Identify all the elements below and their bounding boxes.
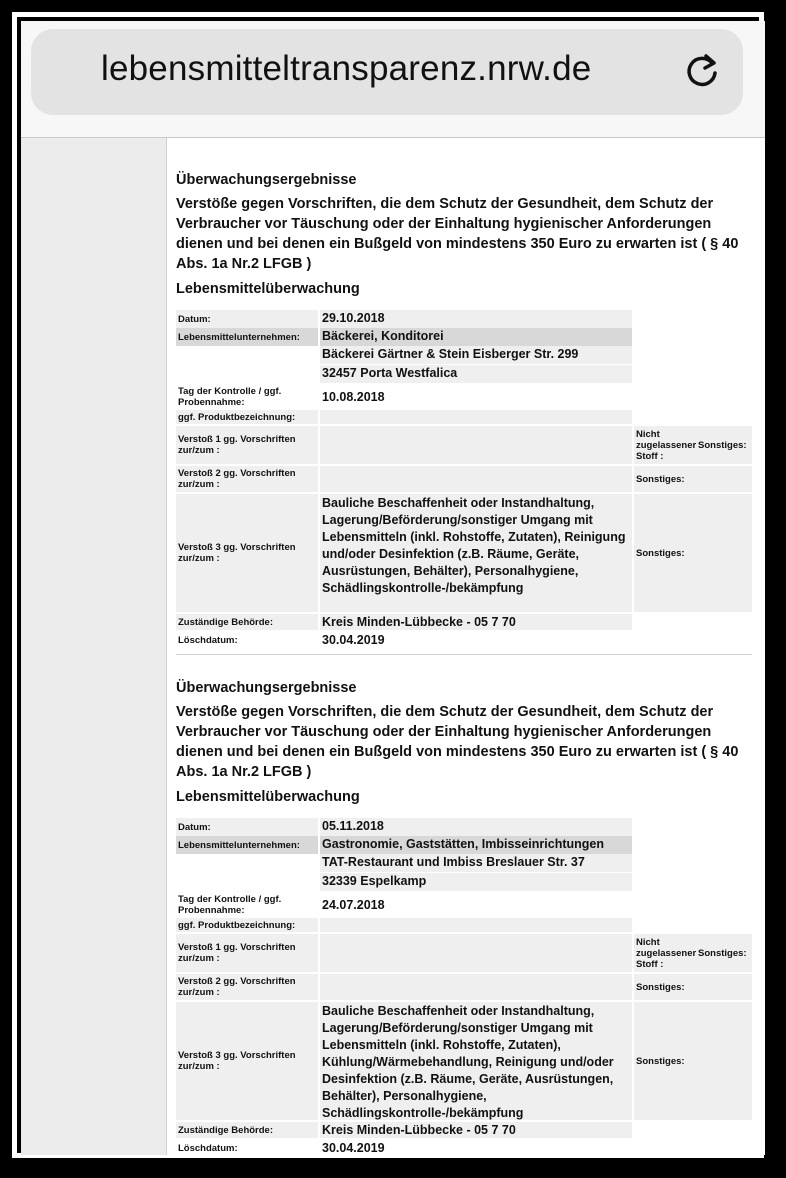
- sonstiges-label: Sonstiges:: [698, 426, 752, 464]
- table-row: [176, 328, 752, 346]
- unternehmen-city: 32457 Porta Westfalica: [320, 365, 632, 383]
- verstoss-3-value: Bauliche Beschaffenheit oder Instandhaltung, Lagerung/Beförderung/sonstiger Umgang mit Lebensmitteln (inkl. Rohstoffe, Zutaten), Kühlung/Wärmebehandlung, Reinigung und/oder Desinfektion (z.B. Räume, Geräte, Ausrüstungen, Behälter), Personalhygiene, Schädlingskontrolle-/bekämpfung: [320, 1002, 632, 1120]
- table-row: [176, 836, 752, 854]
- unternehmen-type: Gastronomie, Gaststätten, Imbisseinrichtungen: [320, 836, 632, 854]
- table-row: [176, 854, 752, 872]
- browser-toolbar: [21, 21, 765, 138]
- browser-screen: [21, 21, 765, 1155]
- kontrolle-label: Tag der Kontrolle / ggf. Probennahme:: [176, 892, 318, 918]
- table-row: [176, 1140, 752, 1155]
- table-row: [176, 426, 752, 464]
- address-bar[interactable]: [31, 29, 743, 115]
- table-row: [176, 1122, 752, 1138]
- verstoss-2-label: Verstoß 2 gg. Vorschriften zur/zum :: [176, 974, 318, 1000]
- datum-label: Datum:: [176, 310, 318, 328]
- loesch-value: 30.04.2019: [320, 1140, 632, 1155]
- unternehmen-address: Bäckerei Gärtner & Stein Eisberger Str. 299: [320, 346, 632, 364]
- table-row: [176, 494, 752, 612]
- record-divider: [176, 654, 752, 655]
- verstoss-1-value: [320, 426, 632, 464]
- loesch-label: Löschdatum:: [176, 1140, 318, 1155]
- verstoss-2-label: Verstoß 2 gg. Vorschriften zur/zum :: [176, 466, 318, 492]
- verstoss-3-label: Verstoß 3 gg. Vorschriften zur/zum :: [176, 1002, 318, 1120]
- verstoss-1-value: [320, 934, 632, 972]
- datum-value: 29.10.2018: [320, 310, 632, 328]
- nicht-zugelassener-stoff-label: Nicht zugelassener Stoff :: [634, 934, 698, 972]
- produkt-label: ggf. Produktbezeichnung:: [176, 918, 318, 932]
- verstoss-2-value: [320, 466, 632, 492]
- behoerde-label: Zuständige Behörde:: [176, 1122, 318, 1138]
- table-row: [176, 632, 752, 648]
- loesch-value: 30.04.2019: [320, 632, 632, 648]
- table-row: [176, 410, 752, 424]
- verstoss-1-label: Verstoß 1 gg. Vorschriften zur/zum :: [176, 426, 318, 464]
- datum-label: Datum:: [176, 818, 318, 836]
- unternehmen-label: Lebensmittelunternehmen:: [176, 836, 318, 854]
- table-row: [176, 818, 752, 836]
- unternehmen-address: TAT-Restaurant und Imbiss Breslauer Str. 37: [320, 854, 632, 872]
- kontrolle-value: 24.07.2018: [320, 892, 632, 918]
- left-sidebar: [21, 138, 166, 1155]
- sonstiges-label: Sonstiges:: [698, 934, 752, 972]
- table-row: [176, 384, 752, 410]
- url-text[interactable]: lebensmitteltransparenz.nrw.de: [101, 49, 592, 88]
- kontrolle-label: Tag der Kontrolle / ggf. Probennahme:: [176, 384, 318, 410]
- section-subheading: Lebensmittelüberwachung: [176, 789, 360, 805]
- table-row: [176, 466, 752, 492]
- unternehmen-type: Bäckerei, Konditorei: [320, 328, 632, 346]
- table-row: [176, 892, 752, 918]
- kontrolle-value: 10.08.2018: [320, 384, 632, 410]
- verstoss-2-value: [320, 974, 632, 1000]
- sonstiges-label: Sonstiges:: [634, 974, 698, 1000]
- table-row: [176, 974, 752, 1000]
- loesch-label: Löschdatum:: [176, 632, 318, 648]
- section-description: Verstöße gegen Vorschriften, die dem Schutz der Gesundheit, dem Schutz der Verbraucher vor Täuschung oder der Einhaltung hygienischer Anforderungen dienen und bei denen ein Bußgeld von mindestens 350 Euro zu erwarten ist ( § 40 Abs. 1a Nr.2 LFGB ): [176, 704, 739, 780]
- table-row: [176, 1002, 752, 1120]
- sonstiges-label: Sonstiges:: [634, 494, 698, 612]
- unternehmen-label: Lebensmittelunternehmen:: [176, 328, 318, 346]
- table-row: [176, 310, 752, 328]
- table-row: [176, 365, 752, 383]
- reload-icon[interactable]: [679, 49, 725, 95]
- section-title: Überwachungsergebnisse: [176, 172, 357, 188]
- sonstiges-label: Sonstiges:: [634, 1002, 698, 1120]
- unternehmen-city: 32339 Espelkamp: [320, 873, 632, 891]
- table-row: [176, 346, 752, 364]
- verstoss-1-label: Verstoß 1 gg. Vorschriften zur/zum :: [176, 934, 318, 972]
- verstoss-3-label: Verstoß 3 gg. Vorschriften zur/zum :: [176, 494, 318, 612]
- datum-value: 05.11.2018: [320, 818, 632, 836]
- verstoss-3-value: Bauliche Beschaffenheit oder Instandhaltung, Lagerung/Beförderung/sonstiger Umgang mit Lebensmitteln (inkl. Rohstoffe, Zutaten), Reinigung und/oder Desinfektion (z.B. Räume, Geräte, Ausrüstungen, Behälter), Personalhygiene, Schädlingskontrolle-/bekämpfung: [320, 494, 632, 612]
- sidebar-divider: [166, 138, 167, 1155]
- produkt-value: [320, 918, 632, 932]
- behoerde-label: Zuständige Behörde:: [176, 614, 318, 630]
- produkt-value: [320, 410, 632, 424]
- section-subheading: Lebensmittelüberwachung: [176, 281, 360, 297]
- table-row: [176, 873, 752, 891]
- table-row: [176, 614, 752, 630]
- section-description: Verstöße gegen Vorschriften, die dem Schutz der Gesundheit, dem Schutz der Verbraucher vor Täuschung oder der Einhaltung hygienischer Anforderungen dienen und bei denen ein Bußgeld von mindestens 350 Euro zu erwarten ist ( § 40 Abs. 1a Nr.2 LFGB ): [176, 196, 739, 272]
- produkt-label: ggf. Produktbezeichnung:: [176, 410, 318, 424]
- nicht-zugelassener-stoff-label: Nicht zugelassener Stoff :: [634, 426, 698, 464]
- behoerde-value: Kreis Minden-Lübbecke - 05 7 70: [320, 614, 632, 630]
- behoerde-value: Kreis Minden-Lübbecke - 05 7 70: [320, 1122, 632, 1138]
- sonstiges-label: Sonstiges:: [634, 466, 698, 492]
- table-row: [176, 918, 752, 932]
- table-row: [176, 934, 752, 972]
- section-title: Überwachungsergebnisse: [176, 680, 357, 696]
